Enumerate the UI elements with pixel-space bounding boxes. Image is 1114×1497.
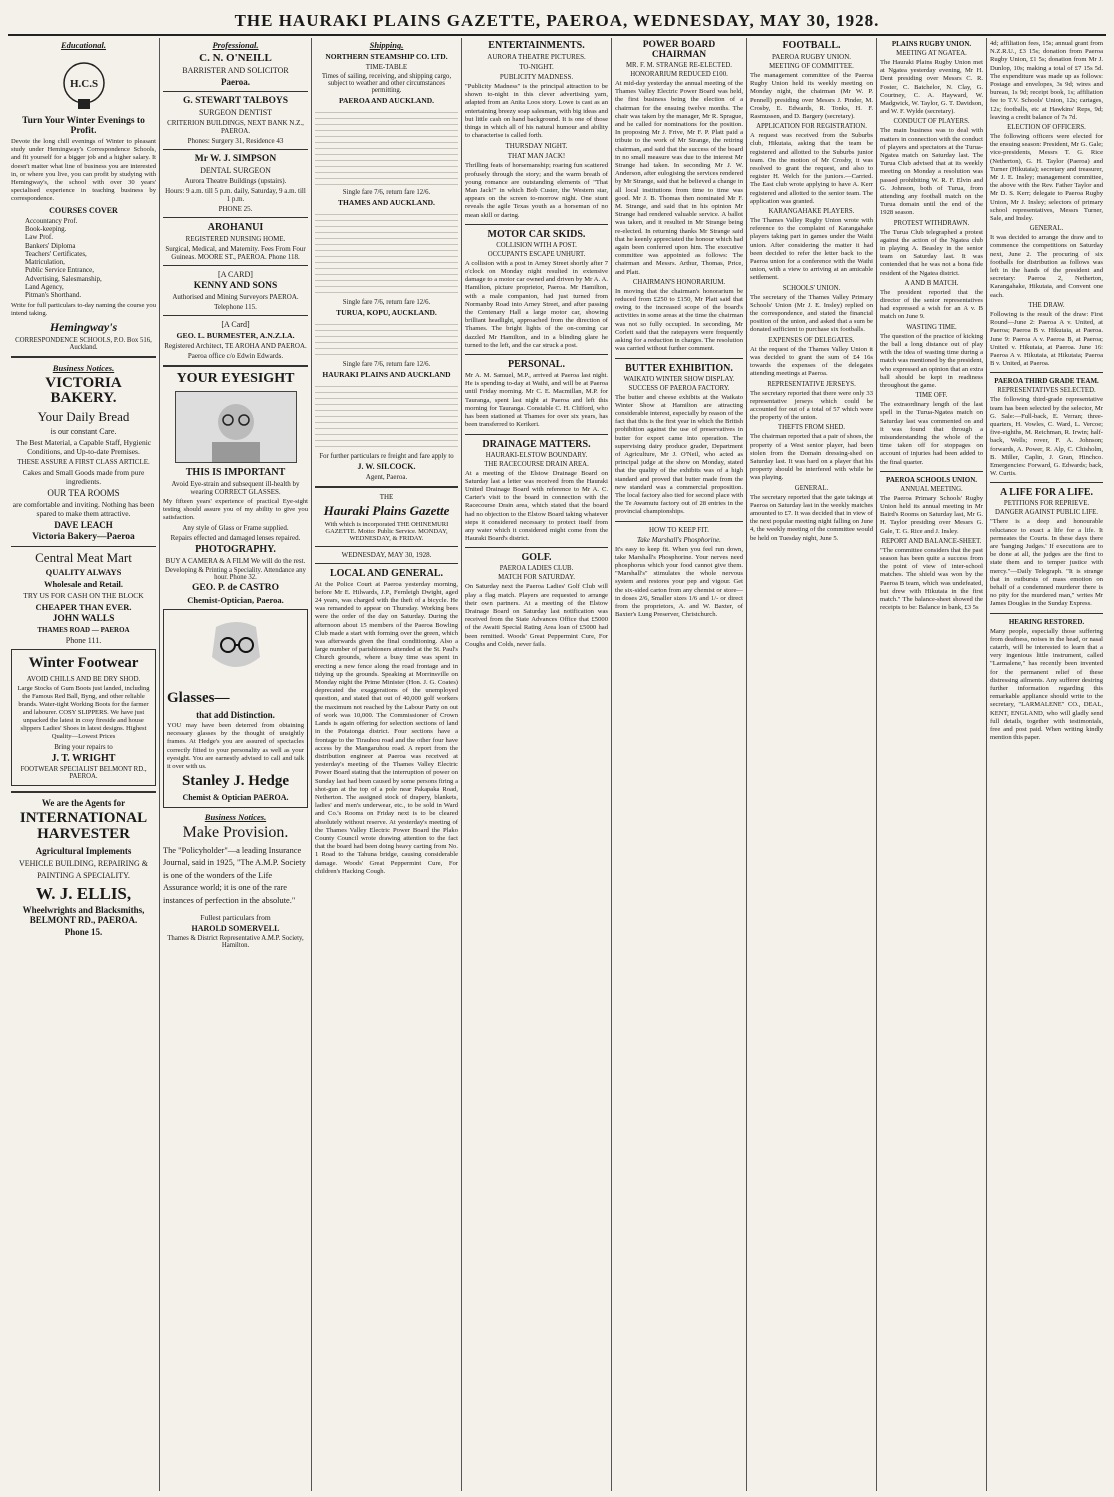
fare-text: Single fare 7/6, return fare 12/6. xyxy=(342,189,431,196)
section-heading: Professional. xyxy=(212,40,259,50)
glasses-sub: that add Distinction. xyxy=(196,710,275,721)
protest-body: The Turua Club telegraphed a protest against the action of the Ngatea club in playing A. Beasley in the senior team on Saturday last. It was contended that he was not a bona fide resident of the Ngatea district. xyxy=(880,228,983,277)
sailing-times-table xyxy=(315,107,458,187)
column-professional xyxy=(160,38,312,1491)
bread-sub: is our constant Care. xyxy=(50,426,117,436)
winter-title: Winter Footwear xyxy=(28,655,139,672)
the-text: THE xyxy=(379,493,394,501)
howto-sub: Take Marshall's Phosphorine. xyxy=(637,535,721,544)
talboys-addr: CRITERION BUILDINGS, NEXT BANK N.Z., PAEROA. xyxy=(167,119,304,135)
make-title: Make Provision. xyxy=(182,824,289,842)
escape-heading: OCCUPANTS ESCAPE UNHURT. xyxy=(487,250,586,258)
gazette-sub: With which is incorporated THE OHINEMURI GAZETTE. Motto: Public Service. MONDAY, WEDNESDAY, & FRIDAY. xyxy=(324,520,449,542)
write-text: Write for full particulars to-day naming the course you intend taking. xyxy=(11,301,156,317)
howto-heading: HOW TO KEEP FIT. xyxy=(649,525,709,534)
courses-heading: COURSES COVER xyxy=(49,205,118,215)
reg-body: A request was received from the Suburbs club, Hikutaia, asking that the team be registered and allotted to the Suburbs junior team. On the motion of Mr Crosby, it was resolved to grant the request, and also to register H. Welch for the juniors.—Carried. The East club wrote applying to have A. Kerr registered and allotted to the senior team. The application was granted. xyxy=(750,132,873,205)
publicity-heading: PUBLICITY MADNESS. xyxy=(499,73,574,81)
life-body: "There is a deep and honourable reluctance to exact a life for a life. It permeates the Courts. In these days there are 'hanging Judges.' If executions are to be done at all, the judges are the first to state them and to temper justice with mercy."—Daily Telegraph. "It is strange that in outbursts of mass emotion on behalf of a condemned murderer there is no pity for the murdered man," writes Mr James Douglas in the Sunday Express. xyxy=(990,518,1103,608)
important-sub: Avoid Eye-strain and subsequent ill-health by wearing CORRECT GLASSES. xyxy=(171,479,300,496)
report-heading: REPORT AND BALANCE-SHEET. xyxy=(881,537,982,545)
course-item: Public Service Entrance, xyxy=(25,266,95,275)
ad-title: Turn Your Winter Evenings to Profit. xyxy=(22,116,145,136)
wholesale-text: Wholesale and Retail. xyxy=(43,579,124,590)
life-heading: A LIFE FOR A LIFE. xyxy=(999,487,1094,499)
anystyle-text: Any style of Glass or Frame supplied. xyxy=(182,524,289,533)
committee-heading: MEETING OF COMMITTEE. xyxy=(769,63,854,70)
develop-text: Developing & Printing a Speciality. Attendance any hour. Phone 32. xyxy=(165,567,306,582)
butter-body: The butter and cheese exhibits at the Waikato Winter Show at Hamilton are attracting considerable interest, especially by reason of the fact that this is the first year in which the British prohibition against the use of preservatives in butter for export came into operation. The supervising dairy produce grader, Department of Agriculture, Mr J. O'Neil, who acted as principal judge at the show on Monday, stated that the quality of the exhibits was of a high standard and proved that butter made from the new standard was a commercial proposition. The local factory also tied for second place with the Te Awamutu factory out of 28 entries in the provincial championships. xyxy=(615,393,743,516)
waikato-heading: WAIKATO WINTER SHOW DISPLAY. xyxy=(623,375,735,383)
jersey-body: The secretary reported that there were only 33 representative jerseys which could be accounted for out of a total of 57 which were the property of the union. xyxy=(750,389,873,422)
important-title: THIS IS IMPORTANT xyxy=(185,466,286,478)
agents-text: We are the Agents for xyxy=(41,798,126,809)
registration-heading: APPLICATION FOR REGISTRATION. xyxy=(756,123,867,131)
school-sub: CORRESPONDENCE SCHOOLS, P.O. Box 516, Auckland. xyxy=(15,336,152,351)
walls-phone: Phone 111. xyxy=(65,636,102,646)
burmester-name: GEO. L. BURMESTER, A.N.Z.I.A. xyxy=(176,331,295,340)
best-text: The Best Material, a Capable Staff, Hygienic Conditions, and Up-to-date Premises. xyxy=(15,437,152,456)
further-text: For further particulars re freight and fare apply to xyxy=(319,453,454,460)
delegates-heading: EXPENSES OF DELEGATES. xyxy=(768,336,855,344)
jerseys-heading: REPRESENTATIVE JERSEYS. xyxy=(767,380,856,388)
column-entertainments xyxy=(462,38,612,1491)
winter-sub: AVOID CHILLS AND BE DRY SHOD. xyxy=(26,675,141,684)
rugby-heading: PAEROA RUGBY UNION. xyxy=(771,53,852,61)
eyesight-title: YOUR EYESIGHT xyxy=(176,371,295,386)
schools-heading: SCHOOLS' UNION. xyxy=(782,284,841,292)
course-item: Matriculation, xyxy=(25,258,65,267)
cakes-text: Cakes and Small Goods made from pure ingredients. xyxy=(22,467,145,486)
honor-body: In moving that the chairman's honorarium be reduced from £250 to £150, Mr Platt said that owing to the increased scope of the board's activities in some areas at the time the chairman was not so fully occupied. In seconding, Mr Corlett said that the ratepayers were frequently asking for a reduction in charges. The resolution was carried without further comment. xyxy=(615,287,743,353)
talboys-name: G. STEWART TALBOYS xyxy=(183,96,288,106)
course-item: Teachers' Certificates, xyxy=(25,249,87,258)
column-power-board xyxy=(612,38,747,1491)
personal-heading: PERSONAL. xyxy=(508,359,565,371)
timeoff-body: The extraordinary length of the last spell in the Turua-Ngatea match on Saturday last was commented on and it was found that through a misunderstanding the whole of the time taken off for stoppages on account of injuries had been added to the final quarter. xyxy=(880,401,983,466)
football-heading: FOOTBALL. xyxy=(782,40,841,51)
simpson-addr: Aurora Theatre Buildings (upstairs). xyxy=(184,177,287,185)
butter-heading: BUTTER EXHIBITION. xyxy=(625,362,733,374)
general-heading: GENERAL. xyxy=(1029,225,1064,233)
honor-heading: CHAIRMAN'S HONORARIUM. xyxy=(632,278,726,286)
card-label: [A Card] xyxy=(221,320,250,329)
elstow-heading: HAURAKI-ELSTOW BOUNDARY. xyxy=(485,451,588,459)
reps-body: The following third-grade representative team has been selected by the selector, Mr G. Sale:—Full-back, E. Verran; three-quarters, H. Vowles, C. Ward, L. Vercoe; five-eighths, M. Reichman, R. Irwin; half-back, Wells; rover, F. A. Johnson; forwards, A. Power, R. Alp, C. Chisholm, B. Miller, Caplin, J. Gran, Hinchco. Emergencies: Forward, G. Edwards; back, W. Curtis. xyxy=(990,396,1103,478)
bmatch-body: The president reported that the director of the senior representatives had expressed a wish for an A v. B match on June 9. xyxy=(880,288,983,321)
columns xyxy=(8,38,1106,1491)
turua-heading: TURUA, KOPU, AUCKLAND. xyxy=(336,308,437,317)
bmatch-heading: A AND B MATCH. xyxy=(904,279,959,287)
ellis-phone: Phone 15. xyxy=(64,927,103,938)
column-shipping xyxy=(312,38,462,1491)
talboys-phone: Phones: Surgery 31, Residence 43 xyxy=(187,137,284,145)
aurora-heading: AURORA THEATRE PICTURES. xyxy=(487,53,586,61)
timeoff-heading: TIME OFF. xyxy=(915,392,948,400)
match-heading: MATCH FOR SATURDAY. xyxy=(498,574,575,582)
thames-akl-heading: THAMES AND AUCKLAND. xyxy=(338,198,435,207)
strange-heading: MR. F. M. STRANGE RE-ELECTED. xyxy=(626,62,732,69)
courses-list xyxy=(11,217,156,300)
kar-body: The Thames Valley Rugby Union wrote with reference to the complaint of Karangahake players taking part in games under the Waihi union. After considering the matter it had been decided to refer the letter back to the Paeroa union for a conference with the Waihi union, with a view to arriving at an amicable settlement. xyxy=(750,217,873,282)
optician-portrait-icon xyxy=(175,391,297,463)
drainage-body: At a meeting of the Elstow Drainage Board on Saturday last a letter was received from the Hauraki United Drainage Board with reference to Mr A. C. Carter's visit to the board in connection with the Racecourse Drain area, which stated that the board had no objection to the Elstow Board taking whatever steps it considered necessary to protect itself from any water which it considered might come from the Hauraki Board's district. xyxy=(465,469,608,543)
castro-name: GEO. P. de CASTRO xyxy=(191,583,279,594)
simpson-phone: PHONE 25. xyxy=(218,205,253,213)
cheaper-text: CHEAPER THAN EVER. xyxy=(35,602,132,613)
theft-body: The chairman reported that a pair of shoes, the property of a West senior player, had been stolen from the Domain dressing-shed on Saturday last. It was hard on a player that his property should be interfered with while he was playing. xyxy=(750,433,873,482)
conduct-body: The main business was to deal with matters in connection with the conduct of players and spectators at the Turua-Ngatea match on Saturday last. The Turua Club advised that at its weekly meeting on Monday a resolution was passed prohibiting W. R. F. Elvin and G. Johnson, both of Turua, from attending any football match on the Turua domain until the end of the 1928 season. xyxy=(880,127,983,217)
glasses-title: Glasses— xyxy=(167,690,230,707)
annual-heading: ANNUAL MEETING. xyxy=(900,485,963,493)
glasses-portrait-icon xyxy=(176,617,296,687)
protest-heading: PROTEST WITHDRAWN. xyxy=(893,219,970,227)
glasses-ad xyxy=(163,609,308,808)
conduct-heading: CONDUCT OF PLAYERS. xyxy=(893,118,970,126)
schools-union-heading: PAEROA SCHOOLS UNION. xyxy=(885,475,978,484)
foot-body: The management committee of the Paeroa Rugby Union held its weekly meeting on Monday night, the chairman (Mr W. P. Pennell) presiding over Messrs J. Pinder, M. Crosby, E. Edwards, R. Tonks, H. F. Rasmussen, and D. Bargery (secretary). xyxy=(750,72,873,121)
report-body: "The committee considers that the past season has been quite a success from the point of view of inter-school matches. The shield was won by the Paeroa B team, which was undefeated, but drew with Hikutaia in the first match." The balance-sheet showed the receipts to be: Balance in bank, £3 5s xyxy=(880,546,983,612)
hearing-heading: HEARING RESTORED. xyxy=(1008,617,1085,626)
fifteen-text: My fifteen years' experience of practical Eye-sight testing should assure you of my ability to give you satisfaction. xyxy=(163,497,308,522)
intl-title: INTERNATIONAL HARVESTER xyxy=(19,810,148,842)
racecourse-heading: THE RACECOURSE DRAIN AREA. xyxy=(484,460,589,468)
hedge-name: Stanley J. Hedge xyxy=(181,773,290,790)
local-heading: LOCAL AND GENERAL. xyxy=(329,567,444,579)
schools-union-body: The Paeroa Primary Schools' Rugby Union held its annual meeting in Mr Baird's Rooms on Saturday last, Mr G. H. Taylor presiding over Messrs G. Gale, T. G. Rice and J. Insley. xyxy=(880,494,983,535)
agent-text: Agent, Paeroa. xyxy=(365,473,408,481)
repairs-text: Repairs effected and damaged lenses repaired. xyxy=(170,534,301,543)
top-body: 4d; affiliation fees, 15s; annual grant from N.Z.R.U., £3 15s; donation from Paeroa Rugby Union, £1 5s; donation from Mr J. Dunlop, 10s; making a total of £7 15s 5d. The expenditure was made up as follows: Postage and envelopes, 3s 9d; wires and bureau, 1s 9d; receipt book, 1s; affiliation fee to T.V. Schools' Union, 12s; cartages, 12s; footballs, etc at Hawkins' Reps, 9d; leaving a credit balance of 7s 7d. xyxy=(990,40,1103,121)
try-text: TRY US FOR CASH ON THE BLOCK xyxy=(23,591,144,601)
walls-sub: THAMES ROAD — PAEROA xyxy=(37,626,130,635)
arohanui-body: Surgical, Medical, and Maternity. Fees From Four Guineas. MOORE ST., PAEROA. Phone 118. xyxy=(165,245,306,261)
tearooms-sub: are comfortable and inviting. Nothing has been spared to make them attractive. xyxy=(12,499,155,518)
agri-text: Agricultural Implements xyxy=(35,845,132,856)
general-body: The secretary reported that the gate takings at Paeroa on Saturday last in the weekly matches amounted to £7. It was decided that in view of the next popular meeting night falling on June 4, the weekly meeting of the committee would be held on Tuesday night, June 5. xyxy=(750,493,873,542)
castro-sub: Chemist-Optician, Paeroa. xyxy=(187,595,284,606)
wasting-heading: WASTING TIME. xyxy=(906,323,957,331)
hcs-logo-text: H.C.S xyxy=(69,78,98,90)
del-body: At the request of the Thames Valley Union it was decided to grant the sum of £4 16s towards the expenses of the delegates attending meetings at Paeroa. xyxy=(750,345,873,378)
karangahake-heading: KARANGAHAKE PLAYERS. xyxy=(768,208,855,216)
ent-heading: ENTERTAINMENTS. xyxy=(488,40,585,51)
thursday-heading: THURSDAY NIGHT. xyxy=(505,142,568,151)
success-heading: SUCCESS OF PAEROA FACTORY. xyxy=(628,384,730,392)
section-heading: Educational. xyxy=(60,40,107,50)
simpson-name: Mr W. J. SIMPSON xyxy=(194,154,277,164)
bread-title: Your Daily Bread xyxy=(37,409,130,425)
ad-body: Devote the long chill evenings of Winter to pleasant study under Hemingway's Correspondence Schools, and fit yourself for a bigger job and a higher salary. It doesn't matter what line of business you are interested in, or where you live, you can profit by studying with Hemingway's, the school with over 30 years' specialised experience in teaching business by correspondence. xyxy=(11,138,156,203)
kenny-sub: Authorised and Mining Surveyors PAEROA. xyxy=(172,293,299,301)
local-body: At the Police Court at Paeroa yesterday morning, before Mr E. Hilwards, J.P., Fernleigh Dwight, aged 24 years, was charged with the theft of a bicycle. He was remanded to appear on Thursday. Working bees were the order of the day on Saturday. During the afternoon about 15 members of the Paeroa Bowling Club made a start with forming over the green, which was afterwards given the final conditioning. Also a large number of parishioners attended at the St. Paul's Church grounds, where a busy time was spent in erecting a new fence along the road frontage and in tidying up the grounds. Speaking at Morrinsville on Monday night the Prime Minister (Hon. J. G. Coates) deprecated the exaggerations of the unemployed question, and stated that out of 40,000 golf workers the maximum not reached by the Labour Party on out of work was 10,000. The Commissioner of Crown Lands is again offering for selection sections of land in the Potatonga district. Four sections have a frontage to the Tirauhou road and the other four have access by the Mangaruhou road. A report from the distribution engineer at Paeroa was received at yesterday's meeting of the Thames Valley Electric Power Board stating that the interruption of power on Sunday last had been caused by some persons firing a shot-gun at the top of a pole near Pakapaka Road, Netherton. The assigned stock of drapery, blankets, ladies' and men's underwear, etc., to be sold in Ward and Co.'s Rooms on Friday next is to be cleared absolutely without reserve. At yesterday's meeting of the Thames Valley Electric Power Board the Plako County Council wrote drawing attention to the fact that the board had been doing heavy carting from No. 1 Road to the Tahuna bridge, causing considerable damage. Woods' Great Peppermint Cure, For children's Hacking Cough. xyxy=(315,580,458,875)
bring-text: Bring your repairs to xyxy=(54,743,113,752)
somervell-sub: Thames & District Representative A.M.P. Society, Hamilton. xyxy=(167,935,304,950)
oneill-name: C. N. O'NEILL xyxy=(199,52,272,64)
ngatea-sub: MEETING AT NGATEA. xyxy=(896,50,967,57)
gazette-title: Hauraki Plains Gazette xyxy=(323,503,450,518)
column-educational xyxy=(8,38,160,1491)
honorarium-heading: HONORARIUM REDUCED £100. xyxy=(630,71,728,78)
dateline: WEDNESDAY, MAY 30, 1928. xyxy=(341,550,432,559)
silcock-name: J. W. SILCOCK. xyxy=(357,462,416,471)
footwear-ad xyxy=(11,649,156,786)
masthead: THE HAURAKI PLAINS GAZETTE, PAEROA, WEDNESDAY, MAY 30, 1928. xyxy=(8,8,1106,36)
sailing-times-table xyxy=(315,381,458,451)
make-body: The "Policyholder"—a leading Insurance Journal, said in 1925, "The A.M.P. Society is one of the wonders of the Life Assurance world; it is one of the rare instances of perfection in the absolute." xyxy=(163,845,306,905)
arohanui-sub: REGISTERED NURSING HOME. xyxy=(185,235,286,243)
vehicle-text: VEHICLE BUILDING, REPAIRING & PAINTING A SPECIALITY. xyxy=(18,858,149,880)
arohanui-name: AROHANUI xyxy=(207,222,264,233)
general-body: It was decided to arrange the draw and to commence the competitions on Saturday next, June 2. The procuring of six footballs for distribution as follows was left in the hands of the president and secretary: Paeroa 2, Netherton, Karangahake, Hikutaia, and Convent one each. xyxy=(990,234,1103,299)
election-heading: ELECTION OF OFFICERS. xyxy=(1007,124,1086,132)
northern-title: NORTHERN STEAMSHIP CO. LTD. xyxy=(325,52,448,61)
fullest-text: Fullest particulars from xyxy=(200,913,271,923)
course-item: Law Prof. xyxy=(25,233,53,242)
oneill-sub: BARRISTER AND SOLICITOR xyxy=(182,66,289,75)
third-heading: PAEROA THIRD GRADE TEAM. xyxy=(994,377,1099,386)
fare-text: Single fare 7/6, return fare 12/6. xyxy=(342,299,431,306)
column-football xyxy=(747,38,877,1491)
motor-body: A collision with a post in Arney Street shortly after 7 o'clock on Monday night resulted in extensive damage to a motor car owned and driven by Mr A. A. Hamilton, picture proprietor, Paeroa. Mr Hamilton, with a male companion, had just turned from Normanby Road into Arney Street, and after passing the Centenary Hall a large motor car, showing brilliant headlight, approached from the direction of Thames. The bright lights of the on-coming car dazzled Mr Hamilton, and in a blinding glare he turned to the left, and the car struck a post. xyxy=(465,259,608,349)
section-heading: Business Notices. xyxy=(52,362,115,373)
course-item: Advertising, Salesmanship, xyxy=(25,274,102,283)
wright-sub: FOOTWEAR SPECIALIST BELMONT RD., PAEROA. xyxy=(20,766,147,781)
ellis-name: W. J. ELLIS, xyxy=(35,883,132,903)
publicity-body: "Publicity Madness" is the principal attraction to be shown to-night in this clever advertising yarn, adapted from an Anita Loos story. Lowe is cast as an entertaining breezy soap salesman, with big ideas and but little cash on hand background. It is one of those things in which all of his natural humour and ability to characterise is called forth. xyxy=(465,83,608,140)
sailing-times-table xyxy=(315,209,458,297)
course-item: Bankers' Diploma xyxy=(25,241,76,250)
election-body: The following officers were elected for the ensuing season: President, Mr G. Gale; vice-presidents, Messrs T. G. Rice (Netherton), G. H. Taylor (Paeroa) and Turner (Hikutaia); secretary and treasurer, Mr J. E. Insley; management committee, the above with the Rev. Father Taylor and Mr D. S. Kerr; delegate to Paeroa Rugby Union, Mr J. Insley; selectors of primary school representatives, Messrs Turner, Sale, and Insley. xyxy=(990,133,1103,223)
winter-body: Large Stocks of Gum Boots just landed, including the Famous Red Ball, Byng, and other reliable brands. Water-tight Working Boots for the farmer and labourer. COSY SLIPPERS. We have just unpacked the latest in cosy fireside and house slippers Ladies' Shoes in latest designs. Highest Quality—Lowest Prices xyxy=(17,685,150,741)
howto-body: It's easy to keep fit. When you feel run down, take Marshall's Phosphorine. Your nerves need phosphorus which your food cannot give them. "Marshall's" stimulates the whole nervous system and restores your pep and vigour. Get the six-sided carton from any chemist or store—in doses 2/6, Smaller sizes 1/6 and 1/- or direct from the proprietors, A. and W. Baxter, of Baxter's Lung Preserver, Christchurch. xyxy=(615,545,743,619)
collision-heading: COLLISION WITH A POST. xyxy=(496,241,577,249)
walls-name: JOHN WALLS xyxy=(52,614,115,625)
column-continued xyxy=(987,38,1106,1491)
jack-heading: THAT MAN JACK! xyxy=(507,152,566,161)
column-plains-rugby xyxy=(877,38,987,1491)
chair-body: At mid-day yesterday the annual meeting of the Thames Valley Electric Power Board was held, the first business being the election of a chairman for the ensuing twelve months. The chair was taken by the manager, Mr R. Sprague, and he called for nominations for the position. In proposing Mr J. Frive, Mr F. P. Platt paid a tribute to the work of Mr Strange, the retiring chairman, and said that the success of the board in no small measure was due to the interest Mr Strange had taken. In seconding Mr J. W. Anderson, after eulogising the services rendered by Mr Strange, said that he believed a change in all local institutions from time to time was good. Mr J. B. Thomas then nominated Mr F. M. Strange, and said that in his opinion Mr Strange had rendered valuable service. A ballot was taken, and it resulted in Mr Strange being re-elected. In returning thanks Mr Strange said that he keenly appreciated the honour which had again been conferred upon him. The executive committee was appointed as follows: The chairman and Messrs. Arthur, Thomas, Price, and Platt. xyxy=(615,80,743,276)
draw-body: Following is the result of the draw: First Round—June 2: Paeroa A v. United, at Paeroa; Paeroa B v. Hikutaia, at Paeroa. June 9: Paeroa A v. Paeroa B, at Paeroa; United v. Hikutaia, at Paeroa. June 16: Paeroa A v. Hikutaia, at Hikutaia; Paeroa B v. United, at Paeroa. xyxy=(990,310,1103,368)
chair-heading: POWER BOARD CHAIRMAN xyxy=(642,40,716,60)
kenny-name: KENNY AND SONS xyxy=(193,281,278,291)
course-item: Book-keeping. xyxy=(25,224,67,233)
golf-heading: GOLF. xyxy=(521,552,552,564)
schools-body: The secretary of the Thames Valley Primary Schools' Union (Mr J. E. Insley) replied on the correspondence, and stated the financial position of the union, and asked that a sum be donated sufficient to purchase six footballs. xyxy=(750,293,873,334)
course-item: Accountancy Prof. xyxy=(25,216,78,225)
fare-text: Single fare 7/6, return fare 12/6. xyxy=(342,361,431,368)
draw-heading: THE DRAW. xyxy=(1028,301,1065,309)
meat-title: Central Meat Mart xyxy=(35,549,132,565)
drainage-heading: DRAINAGE MATTERS. xyxy=(482,438,591,450)
simpson-sub: DENTAL SURGEON xyxy=(200,166,271,175)
course-item: Pitman's Shorthand. xyxy=(25,291,82,300)
photo-title: PHOTOGRAPHY. xyxy=(195,544,276,556)
bakery-title: VICTORIA BAKERY. xyxy=(45,374,122,407)
tearooms-title: OUR TEA ROOMS xyxy=(47,487,120,498)
tonight-heading: TO-NIGHT. xyxy=(519,63,554,71)
hearing-body: Many people, especially those suffering from deafness, noises in the head, or nasal catarrh, will be interested to learn that a very ingenious little instrument, called "Larmalene," has recently been invented for the permanent relief of these distressing ailments. Any sufferer desiring further information regarding this remarkable appliance should write to the secretary, "LARMALENE" CO., DEAL, KENT, ENGLAND, who will gladly send full details, together with testimonials, free and post paid. When writing kindly mention this paper. xyxy=(990,627,1103,742)
petitions-heading: PETITIONS FOR REPRIEVE. xyxy=(1003,500,1090,508)
paeroa-akl-heading: PAEROA AND AUCKLAND. xyxy=(338,96,435,105)
jack-body: Thrilling feats of horsemanship; roaring fun scattered profusely through the story; and the warm breath of young romance are outstanding elements of "That Man Jack!" in which Bob Custer, the Western star, appears on the screen to-morrow night. One stunt reveals the agile Texas youth as a horseman of no mean skill or daring. xyxy=(465,162,608,219)
section-heading: Shipping. xyxy=(369,40,404,50)
school-name: Hemingway's xyxy=(49,320,118,334)
thefts-heading: THEFTS FROM SHED. xyxy=(777,424,846,432)
leach-name: DAVE LEACH xyxy=(54,519,113,530)
danger-heading: DANGER AGAINST PUBLIC LIFE. xyxy=(995,509,1098,517)
simpson-hours: Hours: 9 a.m. till 5 p.m. daily, Saturday, 9 a.m. till 1 p.m. xyxy=(165,187,306,203)
general-heading: GENERAL. xyxy=(794,484,829,492)
wright-name: J. T. WRIGHT xyxy=(51,753,116,765)
somervell-name: HAROLD SOMERVELL xyxy=(191,924,280,934)
motor-heading: MOTOR CAR SKIDS. xyxy=(487,228,586,240)
ngatea-heading: PLAINS RUGBY UNION. xyxy=(891,40,972,48)
burmester-office: Paeroa office c/o Edwin Edwards. xyxy=(187,352,284,360)
oneill-place: Paeroa. xyxy=(220,77,251,87)
burmester-sub: Registered Architect, TE AROHA AND PAEROA. xyxy=(164,342,307,350)
ellis-sub: Wheelwrights and Blacksmiths, BELMONT RD., PAEROA. xyxy=(22,905,145,926)
hcs-logo-icon xyxy=(54,53,114,113)
ladies-heading: PAEROA LADIES CLUB. xyxy=(499,565,574,573)
card-label: [A CARD] xyxy=(218,270,253,279)
hauraki-heading: HAURAKI PLAINS AND AUCKLAND xyxy=(322,370,451,379)
quality-text: QUALITY ALWAYS xyxy=(45,567,122,578)
timetable-sub: Times of sailing, receiving, and shipping cargo, subject to weather and other circumstances permitting. xyxy=(321,73,452,94)
wasting-body: The question of the practice of kicking the ball a long distance out of play with the idea of wasting time during a match was mentioned by the president, who expressed an opinion that an extra ball should be kept in readiness throughout the game. xyxy=(880,332,983,389)
photo-sub: BUY A CAMERA & A FILM We will do the rest. xyxy=(165,557,306,566)
leach-sub: Victoria Bakery—Paeroa xyxy=(32,531,135,542)
timetable-title: TIME-TABLE xyxy=(365,63,408,71)
section-heading: Business Notices. xyxy=(204,812,267,823)
glasses-body: YOU may have been deterred from obtaining necessary glasses by the thought of unsightly frames. At Hedge's you are assured of spectacles correctly fitted to your personality as well as your eyesight. You are earnestly advised to call and talk it over with us. xyxy=(167,722,304,771)
reps-heading: REPRESENTATIVES SELECTED. xyxy=(997,387,1096,395)
hedge-sub: Chemist & Optician PAEROA. xyxy=(182,793,289,803)
course-item: Land Agency, xyxy=(25,283,64,291)
personal-body: Mr A. M. Samuel, M.P., arrived at Paeroa last night. He is spending to-day at Waihi, and will be at Paeroa until Friday morning. Mr C. E. Macmillan, M.P. for Tauranga, spent last night at Paeroa and left this morning for Tauranga. Constable C. H. Clifford, who has been stationed at Thames for over six years, has been transferred to Kerikeri. xyxy=(465,372,608,429)
golf-body: On Saturday next the Paeroa Ladies' Golf Club will play a flag match. Players are requested to arrange their own partners. At a meeting of the Elstow Drainage Board on Saturday last notification was received from the State Advances Office that £5000 of the Awaiti Special Rating Area loan of £5000 had been remitted. Woods' Great Peppermint Cure, For Coughs and Colds, never fails. xyxy=(465,583,608,648)
talboys-sub: SURGEON DENTIST xyxy=(198,108,273,117)
sailing-times-table xyxy=(315,319,458,359)
ngatea-body: The Hauraki Plains Rugby Union met at Ngatea yesterday evening, Mr H. Dent presiding over Messrs C. R. Foster, C. Batchelor, N. Clay, G. Courtney, C. A. Hayward, W. Madgwick, W. Taylor, G. T. Davidson, and W. F. Wylde (secretary). xyxy=(880,59,983,116)
assure-text: THESE ASSURE A FIRST CLASS ARTICLE. xyxy=(17,457,150,466)
kenny-phone: Telephone 115. xyxy=(214,303,257,311)
